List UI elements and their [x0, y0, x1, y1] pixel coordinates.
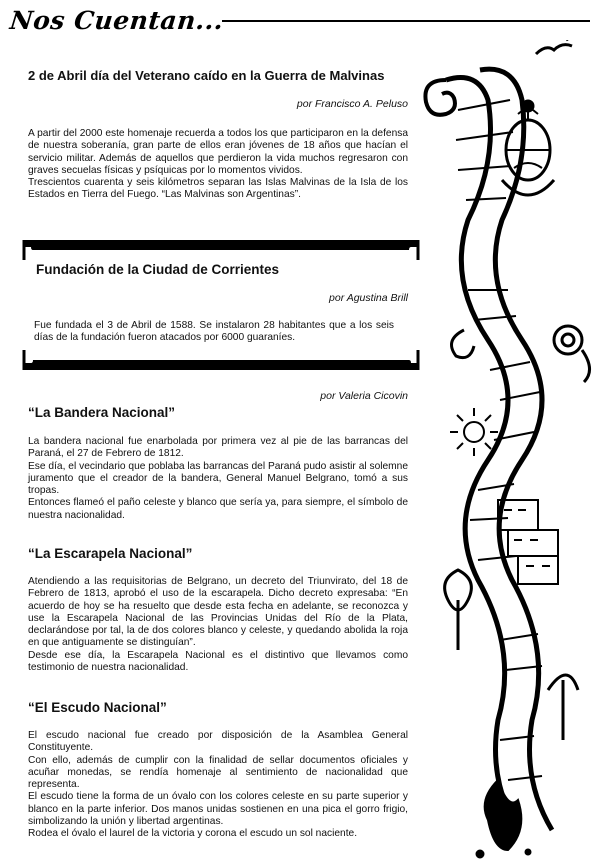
section-divider [22, 238, 420, 264]
article-author: por Valeria Cicovin [320, 390, 408, 402]
article-paragraph: Ese día, el vecindario que poblaba las barrancas del Paraná pudo asistir al solemne juramento que el creador de la bandera, General Manuel Belgrano, tomó a sus tropas. [28, 460, 408, 497]
article-paragraph: Trescientos cuarenta y seis kilómetros separan las Islas Malvinas de la Isla de los Estados en Tierra del Fuego. “Las Malvinas son Argentinas”. [28, 177, 408, 201]
article-bandera-author-row [28, 390, 408, 402]
masthead-rule [222, 20, 590, 22]
article-paragraph: A partir del 2000 este homenaje recuerda a todos los que participaron en la defensa de nuestra soberanía, gran parte de ellos eran jóvenes de 18 años que hacían el servicio militar. Además de aquellos que perdieron la vida muchos regresaron con graves secuelas físicas y psíquicas por lo momentos vividos. [28, 128, 408, 176]
article-title: “El Escudo Nacional” [28, 700, 167, 715]
tree-icon [445, 570, 578, 740]
article-paragraph: Con ello, además de cumplir con la finalidad de sellar documentos oficiales y acuñar monedas, se rendía homenaje al sentimiento de nacionalidad que representa. [28, 754, 408, 791]
article-corrientes-body [34, 320, 394, 345]
article-title: 2 de Abril día del Veterano caído en la Guerra de Malvinas [28, 68, 385, 83]
article-escarapela-body [28, 576, 408, 674]
bird-icon [536, 40, 586, 54]
article-bandera-body [28, 436, 408, 522]
article-title: “La Bandera Nacional” [28, 405, 176, 420]
article-malvinas [28, 68, 408, 83]
article-author: por Agustina Brill [329, 292, 408, 304]
article-escudo [28, 700, 408, 715]
article-corrientes-author-row [28, 292, 408, 304]
sun-icon [450, 408, 498, 456]
flame-icon [476, 780, 531, 858]
article-title: Fundación de la Ciudad de Corrientes [36, 262, 280, 277]
article-malvinas-author-row [28, 98, 408, 110]
article-author: por Francisco A. Peluso [296, 98, 408, 110]
article-paragraph: Atendiendo a las requisitorias de Belgrano, un decreto del Triunvirato, del 18 de Febrero de 1813, aprobó el uso de la escarapela. Dicho decreto expresaba: “En acuerdo de hoy se ha resuelto que desde esta fecha en adelante, se reconozca y use la Escarapela Nacional de las Provincias Unidas del Río de la Plata, declarándose por tal, la de dos colores blanco y celeste, y quedando abolida la roja en que antiguamente se distinguían”. [28, 576, 408, 649]
masthead-title: Nos Cuentan... [8, 6, 226, 35]
article-paragraph: Fue fundada el 3 de Abril de 1588. Se instalaron 28 habitantes que a los seis días de la fundación fueron atacados por 6000 guaraníes. [34, 320, 394, 344]
article-bandera [28, 405, 408, 420]
article-escudo-body [28, 730, 408, 841]
article-paragraph: El escudo tiene la forma de un óvalo con los colores celeste en su parte superior y blanco en la parte inferior. Dos manos unidas sostienen en una pica el gorro frigio, simbolizando la unión y libertad argentinas. [28, 791, 408, 828]
article-corrientes [36, 262, 416, 277]
article-paragraph: La bandera nacional fue enarbolada por primera vez al pie de las barrancas del Paraná, el 27 de Febrero de 1812. [28, 436, 408, 460]
article-escarapela [28, 546, 408, 561]
coat-of-arms-icon [502, 100, 554, 195]
section-divider [22, 346, 420, 372]
spiral-ornament [425, 80, 455, 115]
ribbon-illustration [418, 40, 600, 860]
article-paragraph: Entonces flameó el paño celeste y blanco que sería ya, para siempre, el símbolo de nuestra nacionalidad. [28, 497, 408, 521]
article-title: “La Escarapela Nacional” [28, 546, 193, 561]
article-paragraph: Desde ese día, la Escarapela Nacional es el distintivo que llevamos como testimonio de nuestra nacionalidad. [28, 649, 408, 674]
article-malvinas-body [28, 128, 408, 202]
article-paragraph: Rodea el óvalo el laurel de la victoria y corona el escudo un sol naciente. [28, 828, 358, 840]
article-paragraph: El escudo nacional fue creado por disposición de la Asamblea General Constituyente. [28, 730, 408, 754]
